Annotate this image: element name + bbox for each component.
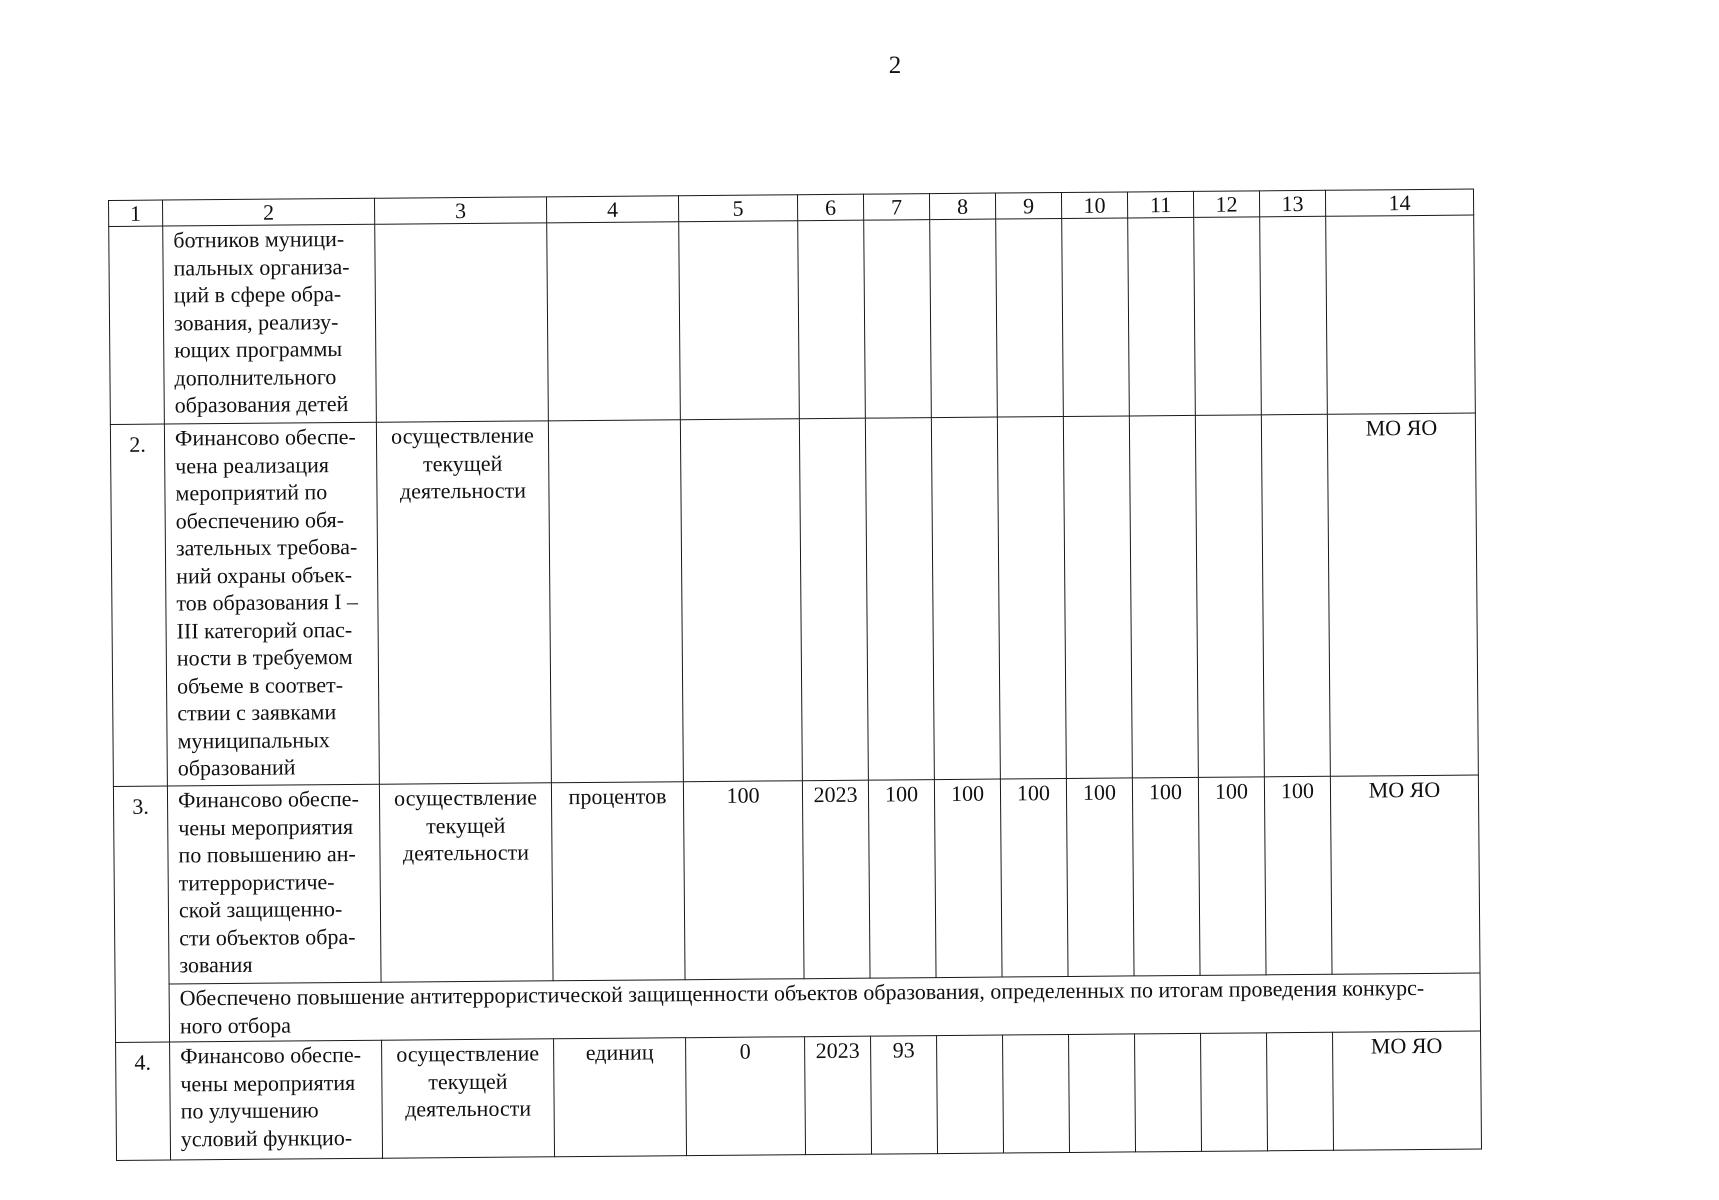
cell-col12: 100 [1198,777,1266,976]
table-row [110,413,1478,786]
cell-col3 [375,223,549,422]
table-row [116,1031,1482,1160]
cell-col8 [931,417,1000,780]
header-cell: 14 [1325,189,1473,216]
row-number: 2. [110,424,167,786]
cell-col10 [1063,416,1132,779]
base-year-cell: 2023 [805,1036,872,1155]
cell-col9: 100 [1000,778,1068,977]
cell-col10 [1062,218,1130,417]
cell-col4 [548,420,683,783]
cell-col11 [1129,415,1198,778]
cell-col7: 93 [871,1036,938,1155]
cell-col7 [864,220,932,419]
unit-cell: единиц [554,1038,687,1157]
page-number: 2 [888,52,902,79]
measure-name: Финансово обеспе- чены мероприятия по повышению ан- титеррористиче- ской защищенно- сти объектов обра- зования [167,784,381,984]
measure-name: Финансово обеспе- чены мероприятия по улучшению условий функцио- [170,1040,383,1160]
header-cell: 4 [546,196,678,223]
header-cell: 3 [374,197,546,224]
cell-col10: 100 [1066,778,1134,977]
header-cell: 7 [863,194,929,221]
cell-col3: осуществление текущей деятельности [382,1039,555,1158]
cell-col7 [865,418,934,781]
cell-col6 [798,220,866,419]
cell-col11 [1128,217,1196,416]
table-row [109,215,1476,424]
row-number: 3. [113,786,169,1042]
header-cell: 6 [797,194,863,221]
cell-col8 [937,1035,1004,1154]
header-cell: 8 [929,193,995,220]
cell-col12 [1201,1033,1268,1152]
header-cell: 11 [1127,191,1193,218]
cell-col5 [679,221,800,420]
cell-col6 [799,418,868,781]
header-cell: 10 [1061,192,1127,219]
unit-cell: процентов [551,782,685,981]
base-value-cell: 100 [683,781,804,980]
cell-col13 [1267,1032,1334,1151]
cell-col13 [1261,414,1330,777]
row-number: 4. [116,1042,171,1160]
cell-col7: 100 [868,780,936,979]
header-cell: 13 [1259,190,1325,217]
header-cell: 1 [109,200,163,226]
cell-col9 [997,417,1066,780]
header-cell: 9 [995,193,1061,220]
cell-col12 [1194,217,1262,416]
cell-col8: 100 [934,779,1002,978]
cell-col14: МО ЯО [1327,413,1478,776]
cell-col8 [930,219,998,418]
cell-col11: 100 [1132,777,1200,976]
cell-col14 [1326,215,1476,414]
cell-col3: осуществление текущей деятельности [376,421,551,784]
table-row [113,775,1480,984]
cell-col5 [680,419,802,782]
header-cell: 12 [1193,191,1259,218]
cell-col9 [996,219,1064,418]
base-year-cell: 2023 [802,780,870,979]
row-number [109,226,165,424]
measures-table [108,189,1482,1161]
cell-col14: МО ЯО [1333,1031,1482,1150]
cell-col4 [547,222,681,421]
measure-name: ботников муници- пальных организа- ций в сфере обра- зования, реализу- ющих программы дополнительного образования детей [163,224,377,424]
cell-col3: осуществление текущей деятельности [379,783,553,982]
cell-col14: МО ЯО [1330,775,1480,974]
cell-col9 [1003,1034,1070,1153]
header-cell: 5 [678,195,797,222]
cell-col12 [1195,415,1264,778]
cell-col13 [1260,216,1328,415]
cell-col11 [1135,1033,1202,1152]
base-value-cell: 0 [686,1037,806,1156]
measure-name: Финансово обеспе- чена реализация мероприятий по обеспечению обя- зательных требова- ний охраны объек- тов образования I – III категорий опас- ности в требуемом объеме в соответ- ствии с заявками муниципальных образований [164,422,379,786]
cell-col10 [1069,1034,1136,1153]
result-banner: Обеспечено повышение антитеррористической защищенности объектов образования, определенных по итогам проведения конкурс- ного отбора [169,973,1480,1042]
header-cell: 2 [163,198,375,226]
cell-col13: 100 [1264,776,1332,975]
